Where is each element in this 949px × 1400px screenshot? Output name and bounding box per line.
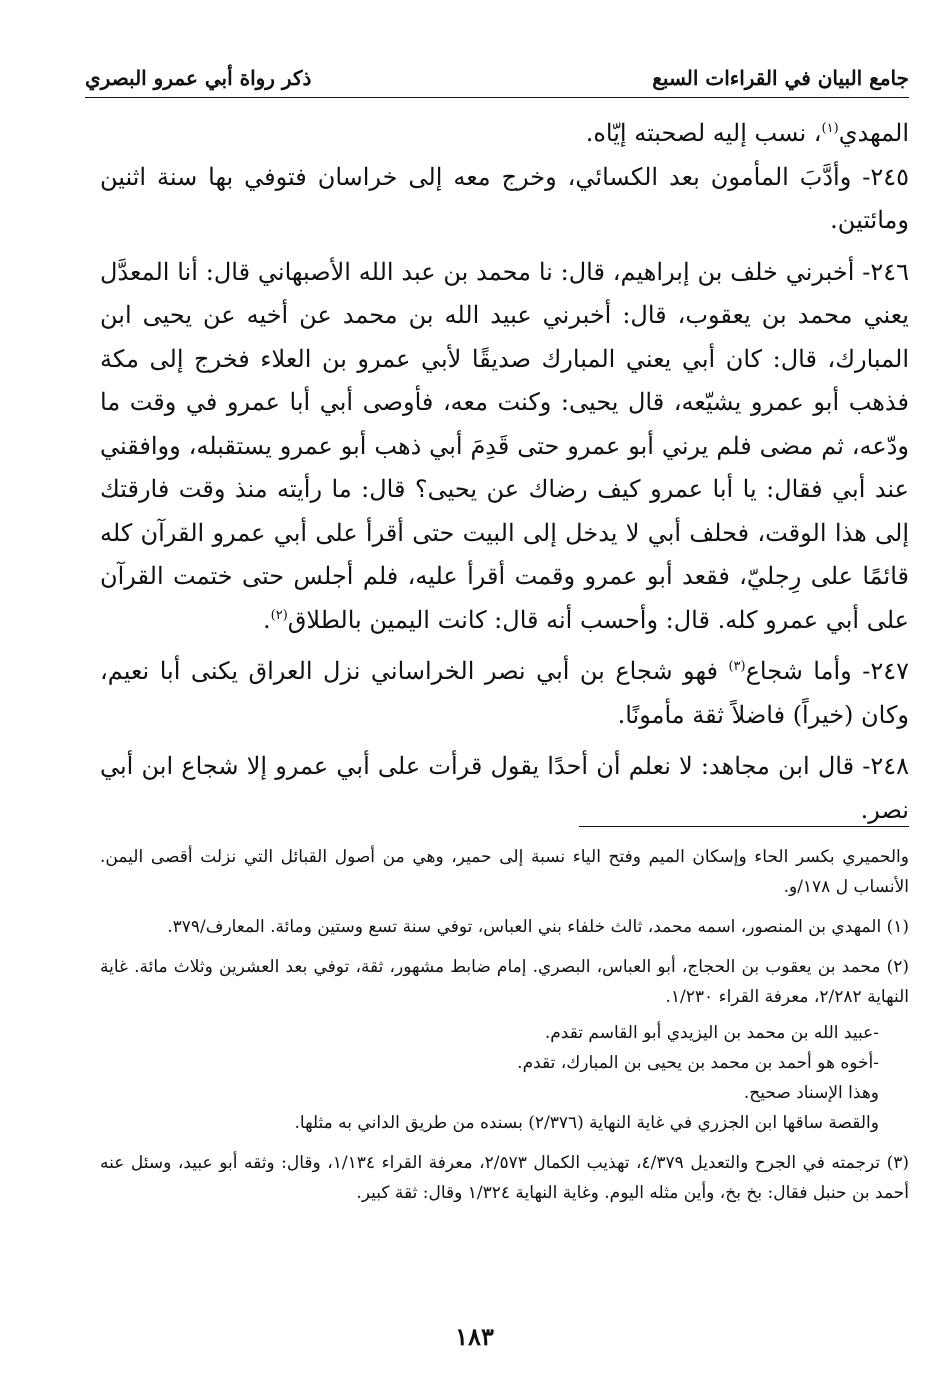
footnote-2-line-a: -عبيد الله بن محمد بن اليزيدي أبو القاسم تقدم. — [544, 1023, 879, 1043]
footnote-carryover: والحميري بكسر الحاء وإسكان الميم وفتح الياء نسبة إلى حمير، وهي من أصول القبائل التي نزلت أقصى اليمن. الأنساب ل ١٧٨/و. — [100, 847, 909, 897]
paragraph-245: ٢٤٥- وأدَّبَ المأمون بعد الكسائي، وخرج معه إلى خراسان فتوفي بها سنة اثنين ومائتين. — [100, 162, 909, 234]
header-rule — [85, 97, 909, 98]
footnote-2: (٢) محمد بن يعقوب بن الحجاج، أبو العباس، البصري. إمام ضابط مشهور، ثقة، توفي بعد العشرين وثلاث مائة. غاية النهاية ٢/٢٨٢، معرفة القراء ١/٢٣٠. — [100, 957, 909, 1007]
page-number: ١٨٣ — [455, 1322, 494, 1351]
footnote-ref-1: (١) — [821, 121, 839, 136]
footnote-rule — [579, 826, 909, 827]
footnotes — [100, 842, 909, 1208]
paragraph-248: ٢٤٨- قال ابن مجاهد: لا نعلم أن أحدًا يقول قرأت على أبي عمرو إلا شجاع ابن أبي نصر. — [100, 752, 909, 824]
paragraph-247: ٢٤٧- وأما شجاع$^{(٣)}$ فهو شجاع بن أبي نصر الخراساني نزل العراق يكنى أبا نعيم، وكان (خيراً) فاضلاً ثقة مأمونًا. — [100, 657, 909, 729]
footnote-2-line-b: -أخوه هو أحمد بن محمد بن يحيى بن المبارك، تقدم. — [517, 1053, 879, 1073]
paragraph-continuation: المهدي$^{(١)}$، نسب إليه لصحبته إيّاه. — [585, 119, 909, 147]
footnote-1: (١) المهدي بن المنصور، اسمه محمد، ثالث خلفاء بني العباس، توفي سنة تسع وستين ومائة. المعارف/٣٧٩. — [167, 917, 909, 937]
main-text — [100, 112, 909, 832]
chapter-title: ذكر رواة أبي عمرو البصري — [85, 66, 312, 90]
footnote-2-line-d: والقصة ساقها ابن الجزري في غاية النهاية (٢/٣٧٦) بسنده من طريق الداني به مثلها. — [294, 1113, 879, 1133]
book-title: جامع البيان في القراءات السبع — [652, 66, 909, 90]
footnote-ref-3: (٣) — [728, 659, 746, 674]
footnote-3: (٣) ترجمته في الجرح والتعديل ٤/٣٧٩، تهذيب الكمال ٢/٥٧٣، معرفة القراء ١/١٣٤، وقال: وثقه أبو عبيد، وسئل عنه أحمد بن حنبل فقال: بخ بخ، وأين مثله اليوم. وغاية النهاية ١/٣٢٤ وقال: ثقة كبير. — [100, 1153, 910, 1203]
footnote-ref-2: (٢) — [270, 607, 288, 623]
paragraph-246: ٢٤٦- أخبرني خلف بن إبراهيم، قال: نا محمد بن عبد الله الأصبهاني قال: أنا المعدَّل يعني محمد بن يعقوب، قال: أخبرني عبيد الله بن محمد عن أخيه عن يحيى ابن المبارك، قال: كان أبي يعني المبارك صديقًا لأبي عمرو بن العلاء فخرج إلى مكة فذهب أبو عمرو يشيّعه، قال يحيى: وكنت معه، فأوصى أبي أبا عمرو في وقت ما ودّعه، ثم مضى فلم يرني أبو عمرو حتى قَدِمَ أبي ذهب أبو عمرو يستقبله، ووافقني عند أبي فقال: يا أبا عمرو كيف رضاك عن يحيى؟ قال: ما رأيته منذ وقت فارقتك إلى هذا الوقت، فحلف أبي لا يدخل إلى البيت حتى أقرأ على أبي عمرو القرآن كله قائمًا على رِجليّ، فقعد أبو عمرو وقمت أقرأ عليه، فلم أجلس حتى ختمت القرآن على أبي عمرو كله. قال: وأحسب أنه قال: كانت اليمين بالطلاق$^{(٢)}$. — [100, 257, 909, 634]
running-head — [85, 54, 909, 90]
footnote-2-line-c: وهذا الإسناد صحيح. — [743, 1083, 879, 1103]
